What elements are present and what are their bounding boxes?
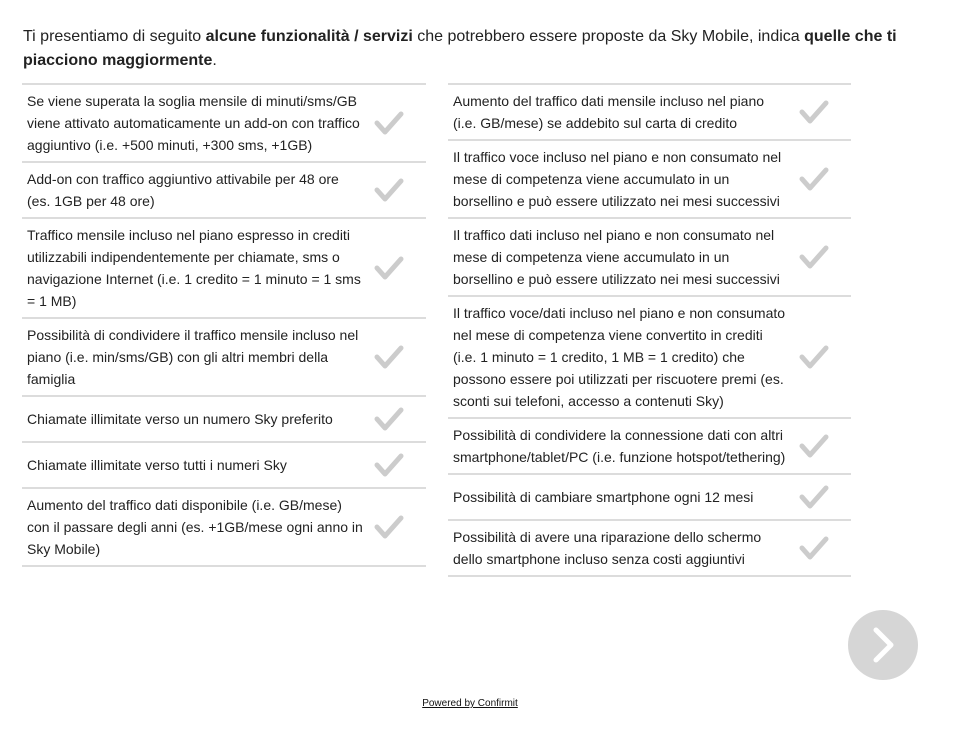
checkmark-icon: [799, 99, 829, 125]
checkmark-icon: [799, 344, 829, 370]
option-voice-rollover[interactable]: [448, 139, 851, 217]
option-label: Traffico mensile incluso nel piano espresso in crediti utilizzabili indipendentemente per chiamate, sms o navigazione Internet (i.e. 1 credito = 1 minuto = 1 sms = 1 MB): [27, 227, 361, 309]
checkmark-icon: [799, 166, 829, 192]
option-label: Possibilità di cambiare smartphone ogni 12 mesi: [453, 489, 754, 505]
option-data-growth[interactable]: [22, 487, 426, 567]
options-column-right: [448, 83, 851, 577]
option-auto-addon[interactable]: [22, 83, 426, 161]
option-unlimited-sky[interactable]: [22, 441, 426, 487]
chevron-right-icon: [848, 610, 918, 680]
option-label: Possibilità di condividere la connessione dati con altri smartphone/tablet/PC (i.e. funzione hotspot/tethering): [453, 427, 786, 465]
checkmark-icon: [374, 255, 404, 281]
option-label: Add-on con traffico aggiuntivo attivabile per 48 ore (es. 1GB per 48 ore): [27, 171, 339, 209]
option-label: Se viene superata la soglia mensile di minuti/sms/GB viene attivato automaticamente un add-on con traffico aggiuntivo (i.e. +500 minuti, +300 sms, +1GB): [27, 93, 360, 153]
options-column-left: [22, 83, 426, 567]
option-label: Il traffico voce/dati incluso nel piano e non consumato nel mese di competenza viene convertito in crediti (i.e. 1 minuto = 1 credito, 1 MB = 1 credito) che possono essere poi utilizzati per riscuotere premi (es. sconti sui telefoni, accesso a contenuti Sky): [453, 305, 786, 409]
option-addon-48h[interactable]: [22, 161, 426, 217]
powered-by-link[interactable]: Powered by Confirmit: [422, 698, 518, 709]
checkmark-icon: [374, 110, 404, 136]
option-family-sharing[interactable]: [22, 317, 426, 395]
option-label: Il traffico dati incluso nel piano e non consumato nel mese di competenza viene accumulato in un borsellino e può essere utilizzato nei mesi successivi: [453, 227, 780, 287]
option-hotspot[interactable]: [448, 417, 851, 473]
checkmark-icon: [374, 406, 404, 432]
option-label: Il traffico voce incluso nel piano e non consumato nel mese di competenza viene accumulato in un borsellino e può essere utilizzato nei mesi successivi: [453, 149, 782, 209]
checkmark-icon: [799, 484, 829, 510]
option-credit-card-bonus[interactable]: [448, 83, 851, 139]
checkmark-icon: [374, 344, 404, 370]
checkmark-icon: [374, 452, 404, 478]
option-phone-upgrade[interactable]: [448, 473, 851, 519]
next-button[interactable]: [848, 610, 918, 680]
question-text: [23, 25, 923, 73]
option-label: Chiamate illimitate verso un numero Sky preferito: [27, 411, 333, 427]
option-label: Chiamate illimitate verso tutti i numeri Sky: [27, 457, 287, 473]
checkmark-icon: [374, 514, 404, 540]
option-screen-repair[interactable]: [448, 519, 851, 577]
checkmark-icon: [799, 535, 829, 561]
option-data-rollover[interactable]: [448, 217, 851, 295]
option-label: Possibilità di condividere il traffico mensile incluso nel piano (i.e. min/sms/GB) con gli altri membri della famiglia: [27, 327, 359, 387]
checkmark-icon: [799, 244, 829, 270]
question-part3: .: [212, 52, 217, 69]
question-bold2: quelle che ti piacciono maggiormente: [23, 28, 897, 69]
option-unlimited-preferred[interactable]: [22, 395, 426, 441]
option-label: Aumento del traffico dati disponibile (i.e. GB/mese) con il passare degli anni (es. +1GB/mese ogni anno in Sky Mobile): [27, 497, 363, 557]
checkmark-icon: [799, 433, 829, 459]
question-part1: Ti presentiamo di seguito: [23, 28, 206, 45]
option-label: Possibilità di avere una riparazione dello schermo dello smartphone incluso senza costi aggiuntivi: [453, 529, 762, 567]
checkmark-icon: [374, 177, 404, 203]
option-credits[interactable]: [22, 217, 426, 317]
question-bold1: alcune funzionalità / servizi: [205, 28, 413, 45]
option-rewards-credits[interactable]: [448, 295, 851, 417]
option-label: Aumento del traffico dati mensile incluso nel piano (i.e. GB/mese) se addebito sul carta di credito: [453, 93, 765, 131]
question-part2: che potrebbero essere proposte da Sky Mobile, indica: [412, 28, 805, 45]
